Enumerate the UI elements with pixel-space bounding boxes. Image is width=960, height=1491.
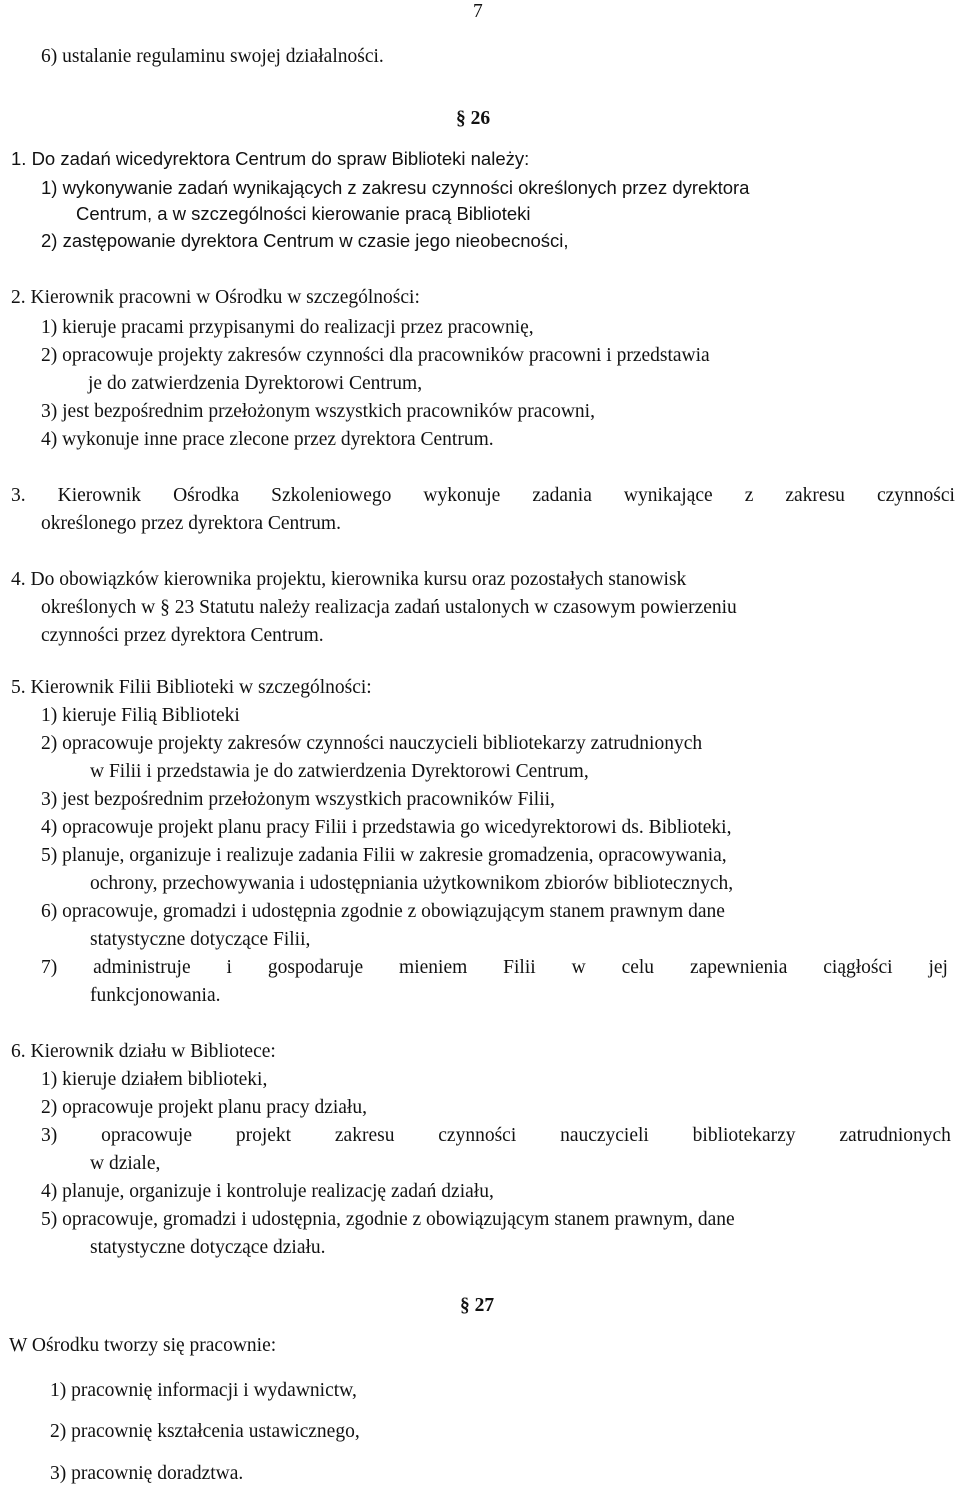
section-heading-27: § 27	[460, 1295, 495, 1316]
p2-lead: 2. Kierownik pracowni w Ośrodku w szczególności:	[11, 287, 420, 308]
p5-line-3: w Filii i przedstawia je do zatwierdzenia Dyrektorowi Centrum,	[90, 761, 589, 782]
p2-line-3: je do zatwierdzenia Dyrektorowi Centrum,	[88, 373, 423, 394]
p6-line-5: 4) planuje, organizuje i kontroluje realizację zadań działu,	[41, 1181, 494, 1202]
p6-line-7: statystyczne dotyczące działu.	[90, 1237, 326, 1258]
p1-lead: 1. Do zadań wicedyrektora Centrum do spraw Biblioteki należy:	[11, 148, 530, 169]
p5-line-5: 4) opracowuje projekt planu pracy Filii i przedstawia go wicedyrektorowi ds. Biblioteki,	[41, 817, 732, 838]
p1-line-3: 2) zastępowanie dyrektora Centrum w czasie jego nieobecności,	[41, 230, 569, 251]
p5-line-4: 3) jest bezpośrednim przełożonym wszystkich pracowników Filii,	[41, 789, 555, 810]
p3-line-2: określonego przez dyrektora Centrum.	[41, 513, 341, 534]
p6-line-4: w dziale,	[90, 1153, 161, 1174]
p5-line-8: 6) opracowuje, gromadzi i udostępnia zgodnie z obowiązującym stanem prawnym dane	[41, 901, 725, 922]
sec27-item-2: 2) pracownię kształcenia ustawicznego,	[50, 1421, 360, 1442]
p6-line-3: 3) opracowuje projekt zakresu czynności nauczycieli bibliotekarzy zatrudnionych	[41, 1125, 951, 1146]
p4-line-1: 4. Do obowiązków kierownika projektu, kierownika kursu oraz pozostałych stanowisk	[11, 569, 687, 590]
p1-line-1: 1) wykonywanie zadań wynikających z zakresu czynności określonych przez dyrektora	[41, 177, 750, 198]
p5-line-11: funkcjonowania.	[90, 985, 221, 1006]
p2-line-1: 1) kieruje pracami przypisanymi do realizacji przez pracownię,	[41, 317, 534, 338]
p2-line-4: 3) jest bezpośrednim przełożonym wszystkich pracowników pracowni,	[41, 401, 595, 422]
p6-line-2: 2) opracowuje projekt planu pracy działu,	[41, 1097, 367, 1118]
p5-line-1: 1) kieruje Filią Biblioteki	[41, 705, 240, 726]
p5-line-7: ochrony, przechowywania i udostępniania użytkownikom zbiorów bibliotecznych,	[90, 873, 734, 894]
intro-line: 6) ustalanie regulaminu swojej działalności.	[41, 46, 384, 67]
sec27-lead: W Ośrodku tworzy się pracownie:	[9, 1335, 277, 1356]
p2-line-2: 2) opracowuje projekty zakresów czynności dla pracowników pracowni i przedstawia	[41, 345, 710, 366]
p6-lead: 6. Kierownik działu w Bibliotece:	[11, 1041, 276, 1062]
p5-lead: 5. Kierownik Filii Biblioteki w szczególności:	[11, 677, 372, 698]
sec27-item-1: 1) pracownię informacji i wydawnictw,	[50, 1380, 357, 1401]
p5-line-2: 2) opracowuje projekty zakresów czynności nauczycieli bibliotekarzy zatrudnionych	[41, 733, 703, 754]
p6-line-6: 5) opracowuje, gromadzi i udostępnia, zgodnie z obowiązującym stanem prawnym, dane	[41, 1209, 735, 1230]
sec27-item-3: 3) pracownię doradztwa.	[50, 1463, 244, 1484]
p6-line-1: 1) kieruje działem biblioteki,	[41, 1069, 268, 1090]
page-number: 7	[473, 1, 483, 22]
p2-line-5: 4) wykonuje inne prace zlecone przez dyrektora Centrum.	[41, 429, 494, 450]
p4-line-3: czynności przez dyrektora Centrum.	[41, 625, 324, 646]
p1-line-2: Centrum, a w szczególności kierowanie pracą Biblioteki	[76, 203, 531, 224]
section-heading-26: § 26	[456, 108, 491, 129]
p4-line-2: określonych w § 23 Statutu należy realizacja zadań ustalonych w czasowym powierzeniu	[41, 597, 737, 618]
p3-line-1: 3. Kierownik Ośrodka Szkoleniowego wykonuje zadania wynikające z zakresu czynności	[11, 485, 955, 506]
p5-line-10: 7) administruje i gospodaruje mieniem Filii w celu zapewnienia ciągłości jej	[41, 957, 948, 978]
p5-line-6: 5) planuje, organizuje i realizuje zadania Filii w zakresie gromadzenia, opracowywania,	[41, 845, 727, 866]
p5-line-9: statystyczne dotyczące Filii,	[90, 929, 311, 950]
